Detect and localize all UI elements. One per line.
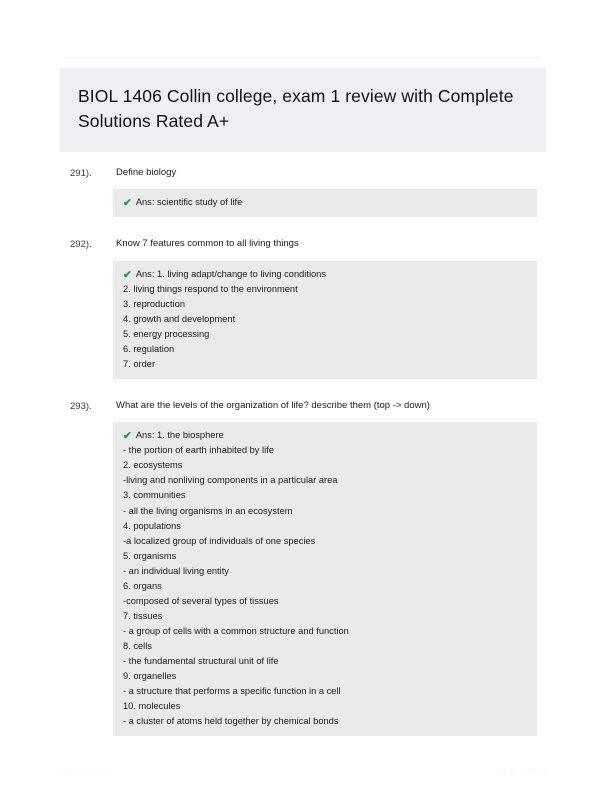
check-mark-icon: ✔	[123, 197, 132, 210]
answer-line	[123, 639, 527, 654]
question-number: 292).	[70, 239, 92, 251]
question-block	[0, 160, 606, 231]
answer-line	[123, 654, 527, 669]
answer-line	[123, 594, 527, 609]
answer-line-text: 7. tissues	[123, 610, 163, 621]
answer-line-text: -living and nonliving components in a particular area	[123, 475, 338, 486]
answer-line-text: - all the living organisms in an ecosystem	[123, 505, 293, 516]
question-block	[0, 393, 606, 750]
answer-line-text: 3. reproduction	[123, 298, 186, 309]
footer-watermark: PaperStic.com	[58, 767, 113, 776]
answer-line	[123, 714, 527, 729]
question-number: 293).	[70, 400, 92, 412]
answer-line-text: 4. growth and development	[123, 313, 236, 324]
answer-line-text: 6. regulation	[123, 343, 175, 354]
answer-line	[123, 488, 527, 503]
answer-line-text: - an individual living entity	[123, 565, 229, 576]
answer-line-text: Ans: 1. the biosphere	[135, 430, 224, 441]
answer-line	[123, 624, 527, 639]
answer-line-text: 9. organelles	[123, 671, 177, 682]
check-mark-icon: ✔	[123, 268, 132, 281]
top-divider	[64, 57, 540, 58]
answer-line-text: 10. molecules	[123, 701, 181, 712]
answer-line	[123, 357, 527, 372]
answer-line-text: 4. populations	[123, 520, 181, 531]
question-number: 291).	[70, 168, 92, 179]
answer-line	[123, 473, 527, 488]
answer-line-text: - a group of cells with a common structure and function	[123, 625, 349, 636]
check-mark-icon: ✔	[123, 430, 132, 443]
answer-line	[123, 428, 527, 443]
answer-line	[123, 312, 527, 327]
question-row	[0, 393, 606, 422]
answer-line-text: 5. organisms	[123, 550, 177, 561]
question-text: Define biology	[116, 167, 177, 178]
answer-line-text: 7. order	[123, 358, 156, 369]
page-number-label: Page 1 of 14	[497, 766, 548, 776]
answer-line	[123, 327, 527, 342]
answer-line-text: 3. communities	[123, 490, 186, 501]
answer-line-text: Ans: scientific study of life	[135, 197, 243, 208]
answer-line	[123, 504, 527, 519]
answer-line	[123, 609, 527, 624]
answer-line	[123, 684, 527, 699]
answer-line-text: 2. ecosystems	[123, 460, 183, 471]
question-row	[0, 231, 606, 260]
answer-line-text: -composed of several types of tissues	[123, 595, 279, 606]
answer-box	[113, 189, 537, 217]
footer-divider	[57, 754, 549, 755]
question-text: What are the levels of the organization of life? describe them (top -> down)	[116, 399, 430, 411]
answer-line	[123, 297, 527, 312]
answer-line	[123, 519, 527, 534]
question-row	[0, 160, 606, 189]
answer-line	[123, 342, 527, 357]
answer-line-text: -a localized group of individuals of one species	[123, 535, 316, 546]
answer-line-text: - a cluster of atoms held together by chemical bonds	[123, 716, 339, 727]
answer-line	[123, 699, 527, 714]
answer-line	[123, 669, 527, 684]
answer-line	[123, 458, 527, 473]
answer-line-text: 6. organs	[123, 580, 162, 591]
answer-line-text: - the portion of earth inhabited by life	[123, 445, 274, 456]
answer-line-text: - the fundamental structural unit of life	[123, 655, 279, 666]
document-title-banner	[60, 68, 546, 152]
answer-line-text: 8. cells	[123, 640, 152, 651]
answer-line-text: 2. living things respond to the environment	[123, 283, 298, 294]
answer-line-text: 5. energy processing	[123, 328, 210, 339]
answer-line	[123, 534, 527, 549]
answer-line	[123, 282, 527, 297]
answer-line	[123, 549, 527, 564]
question-answer-list	[0, 160, 606, 750]
answer-box	[113, 261, 537, 379]
answer-box	[113, 422, 537, 736]
answer-line	[123, 195, 527, 210]
page-footer	[0, 754, 606, 800]
answer-line	[123, 579, 527, 594]
answer-line	[123, 443, 527, 458]
answer-line	[123, 564, 527, 579]
answer-line-text: Ans: 1. living adapt/change to living conditions	[135, 268, 327, 279]
answer-line-text: - a structure that performs a specific function in a cell	[123, 686, 341, 697]
page-title: BIOL 1406 Collin college, exam 1 review with Complete Solutions Rated A+	[78, 86, 514, 131]
question-block	[0, 231, 606, 393]
question-text: Know 7 features common to all living things	[116, 238, 299, 250]
answer-line	[123, 267, 527, 282]
